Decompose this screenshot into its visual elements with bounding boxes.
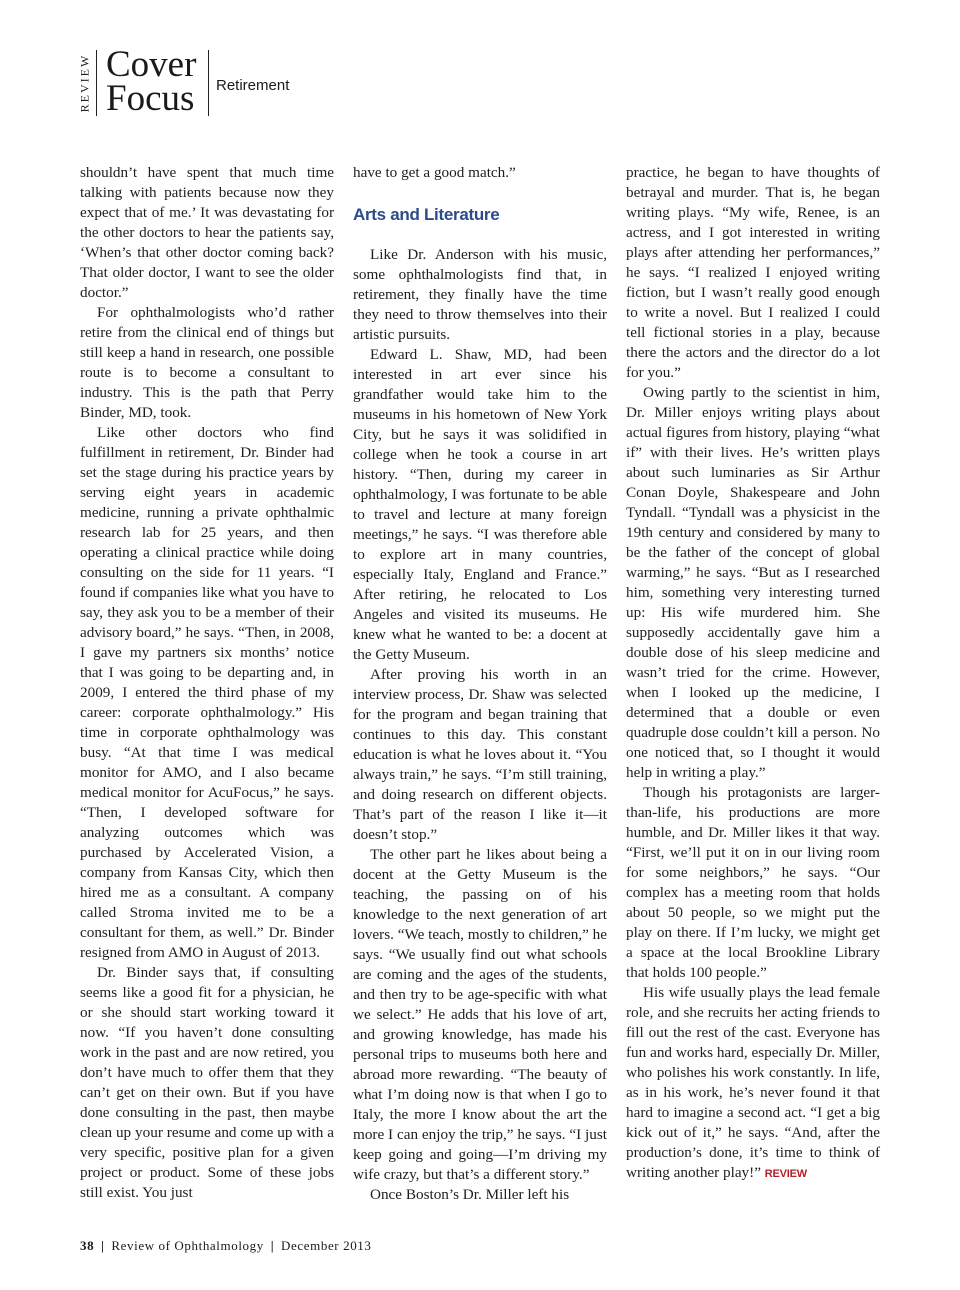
paragraph [626,983,880,1184]
review-label: REVIEW [77,53,92,113]
header-divider [208,50,209,116]
paragraph: Like Dr. Anderson with his music, some ophthalmologists find that, in retirement, they finally have the time they need to throw themselves into their artistic pursuits. [353,246,607,343]
article-column-2 [353,163,607,1205]
paragraph: shouldn’t have spent that much time talking with patients because now they expect that of me.’ It was devastating for the other doctors to hear the patients say, ‘When’s that other doctor coming back? That older doctor, I want to see the older doctor.” [80,164,334,301]
article-column-1 [80,163,334,1203]
paragraph: Though his protagonists are larger-than-life, his productions are more humble, and Dr. Miller likes it that way. “First, we’ll put it on in our living room for some neighbors,” he says. “Our complex has a meeting room that holds about 50 people, so we might put the play on there. If I’m lucky, we might get a space at the local Brookline Library that holds 100 people.” [626,784,880,981]
article-column-3 [626,163,880,1184]
review-vertical-label [74,50,97,116]
paragraph: Like other doctors who find fulfillment in retirement, Dr. Binder had set the stage during his practice years by serving eight years in academic medicine, running a private ophthalmic research lab for 25 years, and then operating a clinical practice while doing consulting on the side for 11 years. “I found if companies like what you have to say, they ask you to be a member of their advisory board,” he says. “Then, in 2008, I gave my partners six months’ notice that I was going to be departing and, in 2009, I entered the third phase of my career: corporate ophthalmology.” His time in corporate ophthalmology was busy. “At that time I was medical monitor for AMO, and I also became medical monitor for AcuFocus,” he says. “Then, I developed software for analyzing outcomes which was purchased by Accelerated Vision, a company from Kansas City, which then hired me as a consultant. A company called Stroma invited me to be a consultant for them, as well.” Dr. Binder resigned from AMO in August of 2013. [80,424,334,961]
page-footer [80,1238,372,1254]
issue-date: December 2013 [281,1238,372,1253]
paragraph: The other part he likes about being a docent at the Getty Museum is the teaching, the passing on of his knowledge to the next generation of art lovers. “We teach, mostly to children,” he says. “We usually find out what schools are coming and the ages of the students, and then try to be age-specific with what we select.” He adds that his love of art, and growing knowledge, has made his personal trips to museums both here and abroad more rewarding. “The beauty of what I’m doing now is that when I go to Italy, the more I know about the art the more I can enjoy the trip,” he says. “I just keep going and going—I’m driving my wife crazy, but that’s a different story.” [353,846,607,1183]
end-mark: REVIEW [764,1168,807,1180]
paragraph: Edward L. Shaw, MD, had been interested in art ever since his grandfather would take him to the museums in his hometown of New York City, but he says it was solidified in college when he took a course in art history. “Then, during my career in ophthalmology, I was fortunate to be able to travel and lecture at many foreign meetings,” he says. “I was therefore able to explore art in many countries, especially Italy, England and France.” After retiring, he relocated to Los Angeles and visited its museums. He knew what he wanted to be: a docent at the Getty Museum. [353,346,607,663]
paragraph: For ophthalmologists who’d rather retire from the clinical end of things but still keep a hand in research, one possible route is to become a consultant to industry. This is the path that Perry Binder, MD, took. [80,304,334,421]
footer-separator: | [101,1238,105,1253]
paragraph: have to get a good match.” [353,164,516,181]
focus-word: Focus [106,78,195,119]
footer-separator: | [270,1238,275,1253]
cover-word: Cover [106,44,197,85]
paragraph: After proving his worth in an interview process, Dr. Shaw was selected for the program and began training that continues to this day. This constant education is what he loves about it. “You always train,” he says. “I’m still training, and doing research on different objects. That’s part of the reason I like it—it doesn’t stop.” [353,666,607,843]
subhead-arts-literature: Arts and Literature [353,205,500,224]
paragraph: Once Boston’s Dr. Miller left his [370,1186,570,1203]
publication-name: Review of Ophthalmology [111,1238,264,1253]
cover-focus-title [106,44,206,119]
paragraph: Owing partly to the scientist in him, Dr. Miller enjoys writing plays about actual figures from history, playing “what if” with their lives. He’s written plays about such luminaries as Sir Arthur Conan Doyle, Shakespeare and John Tyndall. “Tyndall was a physicist in the 19th century and considered by many to be the father of the concept of global warming,” he says. “But as I researched him, something very interesting turned up: His wife murdered him. She supposedly accidentally gave him a double dose of his sleep medicine and wasn’t tried for the crime. However, when I looked up the medicine, I determined that a double or even quadruple dose couldn’t kill a person. No one noticed that, so I thought it would help in writing a play.” [626,384,880,781]
page-number: 38 [80,1238,95,1253]
paragraph: practice, he began to have thoughts of betrayal and murder. That is, he began writing plays. “My wife, Renee, is an actress, and I got interested in writing plays after attending her performances,” he says. “I realized I enjoyed writing fiction, but I wasn’t really good enough to write a novel. But I realized I could tell fictional stories in a play, because there the actors and the director do a lot for you.” [626,164,880,381]
section-label: Retirement [216,77,290,94]
paragraph-text: His wife usually plays the lead female role, and she recruits her acting friends to fill out the rest of the cast. Everyone has fun and works hard, especially Dr. Miller, who polishes his work constantly. In life, as in his work, he’s never found it that hard to imagine a second act. “I get a big kick out of it,” he says. “And, after the production’s done, it’s time to think of writing another play!” [626,984,880,1181]
paragraph: Dr. Binder says that, if consulting seems like a good fit for a physician, he or she should start working toward it now. “If you haven’t done consulting work in the past and are now retired, you don’t have much to offer them that they can’t get on their own. But if you have done consulting in the past, then maybe clean up your resume and come up with a very specific, positive plan for a given project or product. Some of these jobs still exist. You just [80,964,334,1201]
